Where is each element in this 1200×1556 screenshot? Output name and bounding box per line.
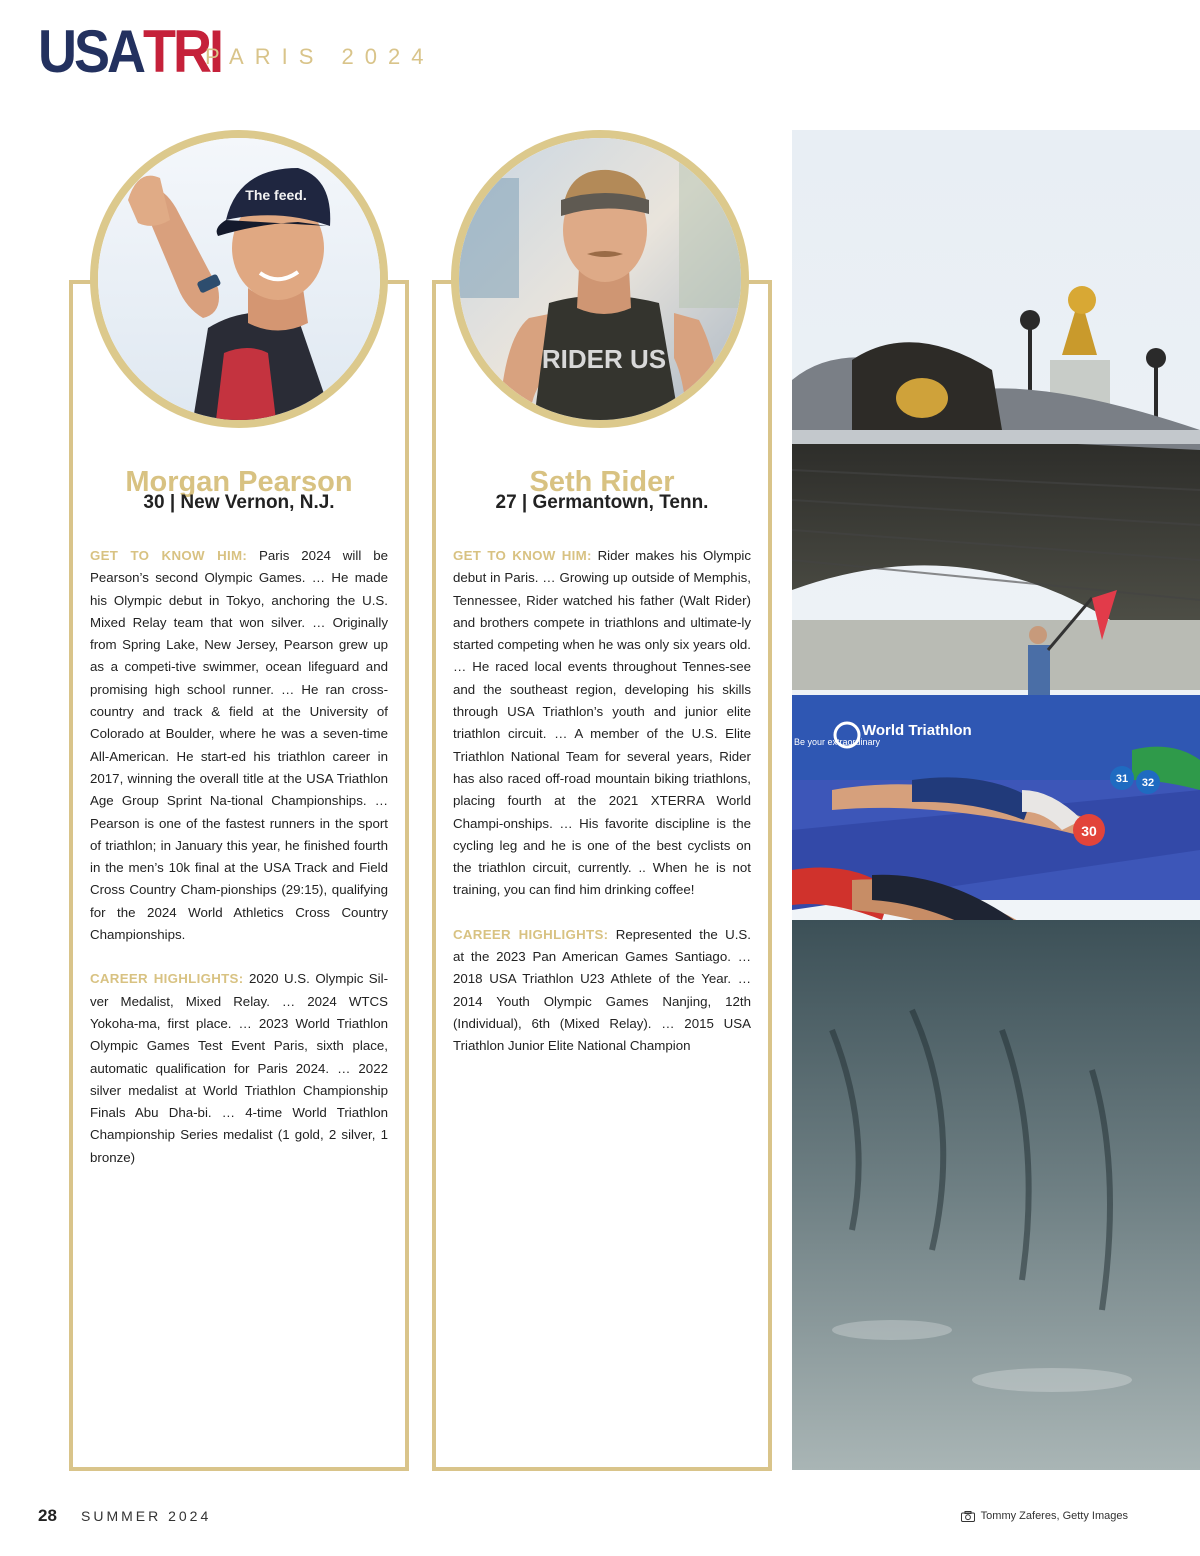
know-him-label: GET TO KNOW HIM:	[453, 548, 592, 563]
swim-cap-number: 32	[1141, 777, 1155, 789]
swim-cap-number: 31	[1115, 773, 1129, 785]
portrait-rider	[451, 130, 749, 428]
know-him-text: Paris 2024 will be Pearson’s second Olympic Games. … He made his Olympic debut in Tokyo, anchoring the U.S. Mixed Relay team that won silver. … Originally from Spring Lake, New Jersey, Pearson grew up as a competi-tive swimmer, ocean lifeguard and promising high school runner. … He ran cross-country and track & field at the University of Colorado at Boulder, where he was a seven-time All-American. He start-ed his triathlon career in 2017, winning the overall title at the USA Triathlon Age Group Sprint Na-tional Championships. … Pearson is one of the fastest runners in the sport of triathlon; in January this year, he finished fourth in the men’s 10k final at the USA Track and Field Cross Country Cham-pionships (29:15), qualifying for the 2024 World Athletics Cross Country Championships.	[90, 548, 389, 943]
athlete-bio	[90, 545, 388, 1169]
jersey-text: RIDER US	[541, 344, 667, 374]
know-him-paragraph	[90, 545, 388, 946]
cap-logo-text: The feed.	[245, 187, 307, 203]
athlete-meta: 30 | New Vernon, N.J.	[143, 492, 335, 513]
edition-label: PARIS 2024	[205, 44, 435, 69]
portrait-pearson	[90, 130, 388, 428]
athlete-bio	[453, 545, 751, 1058]
athlete-name: Seth Rider	[529, 466, 675, 498]
career-highlights-text: 2020 U.S. Olympic Sil-ver Medalist, Mixed Relay. … 2024 WTCS Yokoha-ma, first place. … 2023 World Triathlon Olympic Games Test Event Paris, sixth place, automatic qualification for Paris 2024. … 2022 silver medalist at World Triathlon Championship Finals Abu Dha-bi. … 4-time World Triathlon Championship Series medalist (1 gold, 2 silver, 1 bronze)	[90, 971, 389, 1165]
career-highlights-text: Represented the U.S. at the 2023 Pan American Games Santiago. … 2018 USA Triathlon U23 Athlete of the Year. … 2014 Youth Olympic Games Nanjing, 12th (Individual), 6th (Mixed Relay). … 2015 USA Triathlon Junior Elite National Champion	[453, 926, 751, 1054]
know-him-paragraph	[453, 545, 751, 902]
career-highlights-label: CAREER HIGHLIGHTS:	[453, 926, 609, 942]
career-highlights-paragraph	[90, 968, 388, 1169]
logo-tri-text: TRI	[143, 18, 222, 86]
athlete-card-rider	[432, 280, 772, 1471]
camera-icon	[961, 1511, 975, 1522]
issue-label: SUMMER 2024	[81, 1508, 212, 1524]
know-him-text: Rider makes his Olympic debut in Paris. … Growing up outside of Memphis, Tennessee, Rider watched his father (Walt Rider) and brothers compete in triathlons and ultimate-ly started competing when he was only six years old. … He raced local events throughout Tennes-see and the southeast region, developing his skills through USA Triathlon’s youth and junior elite triathlon circuit. … A member of the U.S. Elite Triathlon National Team for several years, Rider has also raced off-road mountain biking triathlons, placing fourth at the 2021 XTERRA World Champi-onships. … His favorite discipline is the cycling leg and he is one of the best cyclists on the triathlon circuit, currently. .. When he is not training, you can find him drinking coffee!	[453, 548, 751, 898]
know-him-label: GET TO KNOW HIM:	[90, 548, 248, 563]
athlete-meta: 27 | Germantown, Tenn.	[495, 492, 709, 513]
photo-credit-text: Tommy Zaferes, Getty Images	[980, 1510, 1128, 1522]
career-highlights-label: CAREER HIGHLIGHTS:	[90, 971, 244, 987]
race-start-photo	[792, 130, 1200, 1470]
athlete-card-pearson	[69, 280, 409, 1471]
photo-credit	[961, 1510, 1128, 1522]
usatri-logo	[38, 18, 222, 86]
page-number: 28	[38, 1506, 57, 1525]
career-highlights-paragraph	[453, 924, 751, 1058]
swim-cap-number: 30	[1081, 823, 1097, 839]
logo-usa-text: USA	[38, 18, 144, 86]
athlete-name: Morgan Pearson	[125, 466, 353, 498]
banner-world-triathlon: World Triathlon	[862, 722, 972, 739]
banner-tagline: Be your extraordinary	[794, 737, 881, 747]
